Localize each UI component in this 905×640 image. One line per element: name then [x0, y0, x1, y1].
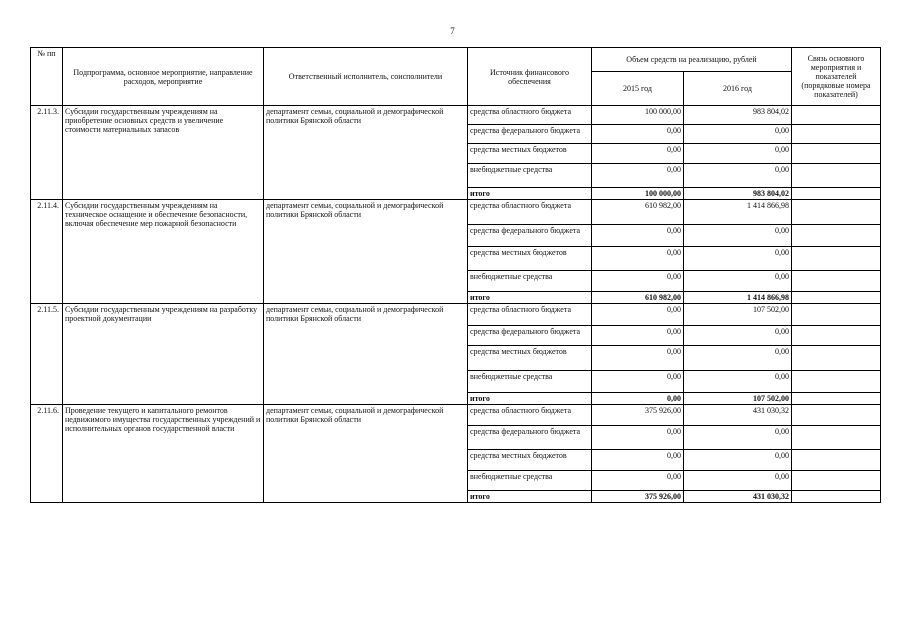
link-cell [792, 346, 881, 371]
amount-2015: 0,00 [592, 371, 684, 393]
source-label: средства областного бюджета [468, 106, 592, 125]
header-year-2016: 2016 год [684, 72, 792, 106]
amount-2016: 431 030,32 [684, 491, 792, 503]
link-cell [792, 144, 881, 164]
amount-2016: 0,00 [684, 271, 792, 292]
row-code: 2.11.5. [31, 304, 63, 405]
amount-2015: 375 926,00 [592, 491, 684, 503]
row-executor: департамент семьи, социальной и демографической политики Брянской области [264, 106, 468, 200]
table-body [31, 106, 881, 503]
link-cell [792, 271, 881, 292]
row-executor: департамент семьи, социальной и демографической политики Брянской области [264, 304, 468, 405]
amount-2015: 0,00 [592, 326, 684, 346]
amount-2015: 100 000,00 [592, 188, 684, 200]
link-cell [792, 188, 881, 200]
link-cell [792, 405, 881, 426]
amount-2016: 0,00 [684, 225, 792, 247]
link-cell [792, 125, 881, 144]
page-number: 7 [450, 26, 455, 36]
header-executor: Ответственный исполнитель, соисполнители [264, 48, 468, 106]
amount-2015: 0,00 [592, 304, 684, 326]
link-cell [792, 326, 881, 346]
row-program-name: Субсидии государственным учреждениям на техническое оснащение и обеспечение безопасности, включая обеспечение мер пожарной безопасности [63, 200, 264, 304]
amount-2015: 0,00 [592, 271, 684, 292]
table-row [31, 304, 881, 326]
source-label: средства местных бюджетов [468, 144, 592, 164]
amount-2016: 0,00 [684, 426, 792, 450]
source-label: средства областного бюджета [468, 405, 592, 426]
amount-2015: 0,00 [592, 125, 684, 144]
table-row [31, 405, 881, 426]
amount-2016: 983 804,02 [684, 106, 792, 125]
header-volume: Объем средств на реализацию, рублей [592, 48, 792, 72]
source-label: средства областного бюджета [468, 304, 592, 326]
row-executor: департамент семьи, социальной и демографической политики Брянской области [264, 200, 468, 304]
source-label: средства федерального бюджета [468, 326, 592, 346]
header-year-2015: 2015 год [592, 72, 684, 106]
amount-2015: 610 982,00 [592, 292, 684, 304]
amount-2016: 0,00 [684, 247, 792, 271]
header-number: № пп [31, 48, 63, 106]
amount-2016: 0,00 [684, 125, 792, 144]
link-cell [792, 106, 881, 125]
header-source: Источник финансового обеспечения [468, 48, 592, 106]
amount-2016: 0,00 [684, 326, 792, 346]
amount-2015: 0,00 [592, 225, 684, 247]
amount-2015: 610 982,00 [592, 200, 684, 225]
source-label: средства федерального бюджета [468, 125, 592, 144]
amount-2015: 0,00 [592, 164, 684, 188]
amount-2015: 0,00 [592, 426, 684, 450]
row-program-name: Проведение текущего и капитального ремонтов недвижимого имущества государственных учреждений и исполнительных органов государственной власти [63, 405, 264, 503]
row-code: 2.11.3. [31, 106, 63, 200]
amount-2015: 0,00 [592, 393, 684, 405]
amount-2016: 0,00 [684, 471, 792, 491]
amount-2016: 1 414 866,98 [684, 200, 792, 225]
amount-2015: 0,00 [592, 346, 684, 371]
source-label: внебюджетные средства [468, 164, 592, 188]
link-cell [792, 426, 881, 450]
table-row [31, 106, 881, 125]
amount-2016: 0,00 [684, 450, 792, 471]
header-link: Связь основного мероприятия и показателей (порядковые номера показателей) [792, 48, 881, 106]
amount-2016: 0,00 [684, 164, 792, 188]
amount-2015: 100 000,00 [592, 106, 684, 125]
link-cell [792, 164, 881, 188]
row-code: 2.11.6. [31, 405, 63, 503]
amount-2016: 983 804,02 [684, 188, 792, 200]
table-row [31, 200, 881, 225]
link-cell [792, 304, 881, 326]
amount-2016: 0,00 [684, 371, 792, 393]
amount-2015: 0,00 [592, 247, 684, 271]
link-cell [792, 450, 881, 471]
link-cell [792, 371, 881, 393]
source-label: средства федерального бюджета [468, 225, 592, 247]
amount-2016: 1 414 866,98 [684, 292, 792, 304]
amount-2016: 0,00 [684, 144, 792, 164]
row-program-name: Субсидии государственным учреждениям на разработку проектной документации [63, 304, 264, 405]
source-label: средства федерального бюджета [468, 426, 592, 450]
link-cell [792, 200, 881, 225]
source-label: итого [468, 393, 592, 405]
link-cell [792, 393, 881, 405]
link-cell [792, 292, 881, 304]
row-program-name: Субсидии государственным учреждениям на приобретение основных средств и увеличение стоимости материальных запасов [63, 106, 264, 200]
source-label: средства местных бюджетов [468, 247, 592, 271]
source-label: средства областного бюджета [468, 200, 592, 225]
amount-2015: 375 926,00 [592, 405, 684, 426]
header-program: Подпрограмма, основное мероприятие, направление расходов, мероприятие [63, 48, 264, 106]
amount-2016: 107 502,00 [684, 393, 792, 405]
link-cell [792, 491, 881, 503]
source-label: итого [468, 188, 592, 200]
amount-2015: 0,00 [592, 471, 684, 491]
amount-2016: 431 030,32 [684, 405, 792, 426]
source-label: внебюджетные средства [468, 471, 592, 491]
row-code: 2.11.4. [31, 200, 63, 304]
link-cell [792, 471, 881, 491]
source-label: средства местных бюджетов [468, 450, 592, 471]
link-cell [792, 247, 881, 271]
source-label: итого [468, 292, 592, 304]
amount-2016: 107 502,00 [684, 304, 792, 326]
amount-2016: 0,00 [684, 346, 792, 371]
link-cell [792, 225, 881, 247]
source-label: внебюджетные средства [468, 271, 592, 292]
source-label: внебюджетные средства [468, 371, 592, 393]
row-executor: департамент семьи, социальной и демографической политики Брянской области [264, 405, 468, 503]
source-label: средства местных бюджетов [468, 346, 592, 371]
amount-2015: 0,00 [592, 450, 684, 471]
amount-2015: 0,00 [592, 144, 684, 164]
source-label: итого [468, 491, 592, 503]
budget-table [30, 47, 881, 503]
